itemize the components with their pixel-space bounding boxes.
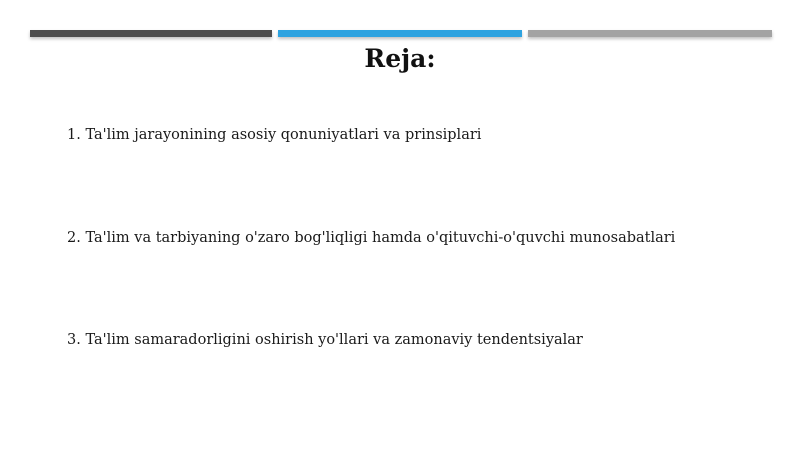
plan-list bbox=[67, 0, 787, 449]
plan-item: 3. Ta'lim samaradorligini oshirish yo'llari va zamonaviy tendentsiyalar bbox=[67, 332, 583, 348]
slide-title: Reja: bbox=[364, 44, 436, 73]
plan-item: 1. Ta'lim jarayonining asosiy qonuniyatlari va prinsiplari bbox=[67, 127, 482, 143]
plan-item: 2. Ta'lim va tarbiyaning o'zaro bog'liqligi hamda o'qituvchi-o'quvchi munosabatlari bbox=[67, 230, 676, 246]
